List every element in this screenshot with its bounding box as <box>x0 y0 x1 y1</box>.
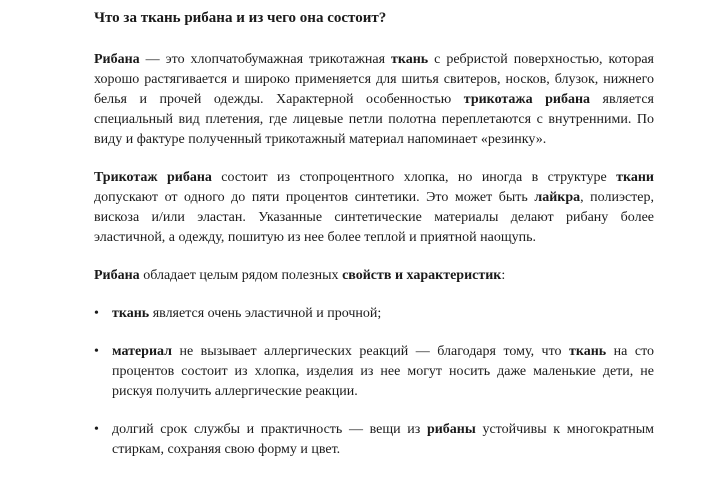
text-run: не вызывает аллергических реакций — благодаря тому, что <box>172 344 569 359</box>
bold-text-run: ткань <box>569 344 607 359</box>
text-run: — это хлопчатобумажная трикотажная <box>139 52 391 67</box>
list-item <box>94 420 654 460</box>
list-item-text <box>112 344 654 399</box>
text-run: является очень эластичной и прочной; <box>149 306 382 321</box>
bold-text-run: ткань <box>112 306 150 321</box>
bold-text-run: ткань <box>390 52 429 67</box>
document-page <box>94 8 654 478</box>
bold-text-run: Трикотаж рибана <box>94 170 212 185</box>
bold-text-run: Рибана <box>94 268 140 283</box>
bold-text-run: рибаны <box>426 422 476 437</box>
bold-text-run: свойств и характеристик <box>342 268 502 283</box>
paragraph-composition <box>94 168 654 248</box>
paragraph-definition <box>94 50 654 150</box>
bold-text-run: Рибана <box>94 52 140 67</box>
text-run: , полиэстер, вискоза и/или эластан. Указанные синтетические материалы делают рибану более эластичной, а одежду, пошитую из нее более теплой и приятной наощупь. <box>94 190 655 245</box>
text-run: является специальный вид плетения, где лицевые петли полотна переплетаются с внутренними. По виду и фактуре полученный трикотажный материал напоминает «резинку». <box>94 92 654 147</box>
text-run: долгий срок службы и практичность — вещи из <box>112 422 427 437</box>
text-run: с ребристой поверхностью, которая хорошо растягивается и широко применяется для шитья свитеров, носков, блузок, нижнего белья и прочей одежды. Характерной особенностью <box>94 52 654 107</box>
bold-text-run: лайкра <box>534 190 581 205</box>
bullet-icon: • <box>94 344 99 359</box>
text-run: : <box>501 268 506 283</box>
properties-list <box>94 304 654 460</box>
text-run: состоит из стопроцентного хлопка, но иногда в структуре <box>211 170 617 185</box>
bold-text-run: трикотажа рибана <box>463 92 591 107</box>
list-item <box>94 342 654 402</box>
bold-text-run: ткани <box>616 170 654 185</box>
bullet-icon: • <box>94 422 99 437</box>
text-run: допускают от одного до пяти процентов синтетики. Это может быть <box>94 190 535 205</box>
list-item-text <box>112 306 381 321</box>
list-item <box>94 304 654 324</box>
list-item-text <box>112 422 654 457</box>
article-heading: Что за ткань рибана и из чего она состоит? <box>94 10 387 26</box>
text-run: на сто процентов состоит из хлопка, изделия из нее могут носить даже маленькие дети, не рискуя получить аллергические реакции. <box>112 344 655 399</box>
paragraph-properties-intro <box>94 266 654 286</box>
bullet-icon: • <box>94 306 99 321</box>
bold-text-run: материал <box>112 344 172 359</box>
text-run: обладает целым рядом полезных <box>139 268 343 283</box>
text-run: устойчивы к многократным стиркам, сохраняя свою форму и цвет. <box>112 422 655 457</box>
